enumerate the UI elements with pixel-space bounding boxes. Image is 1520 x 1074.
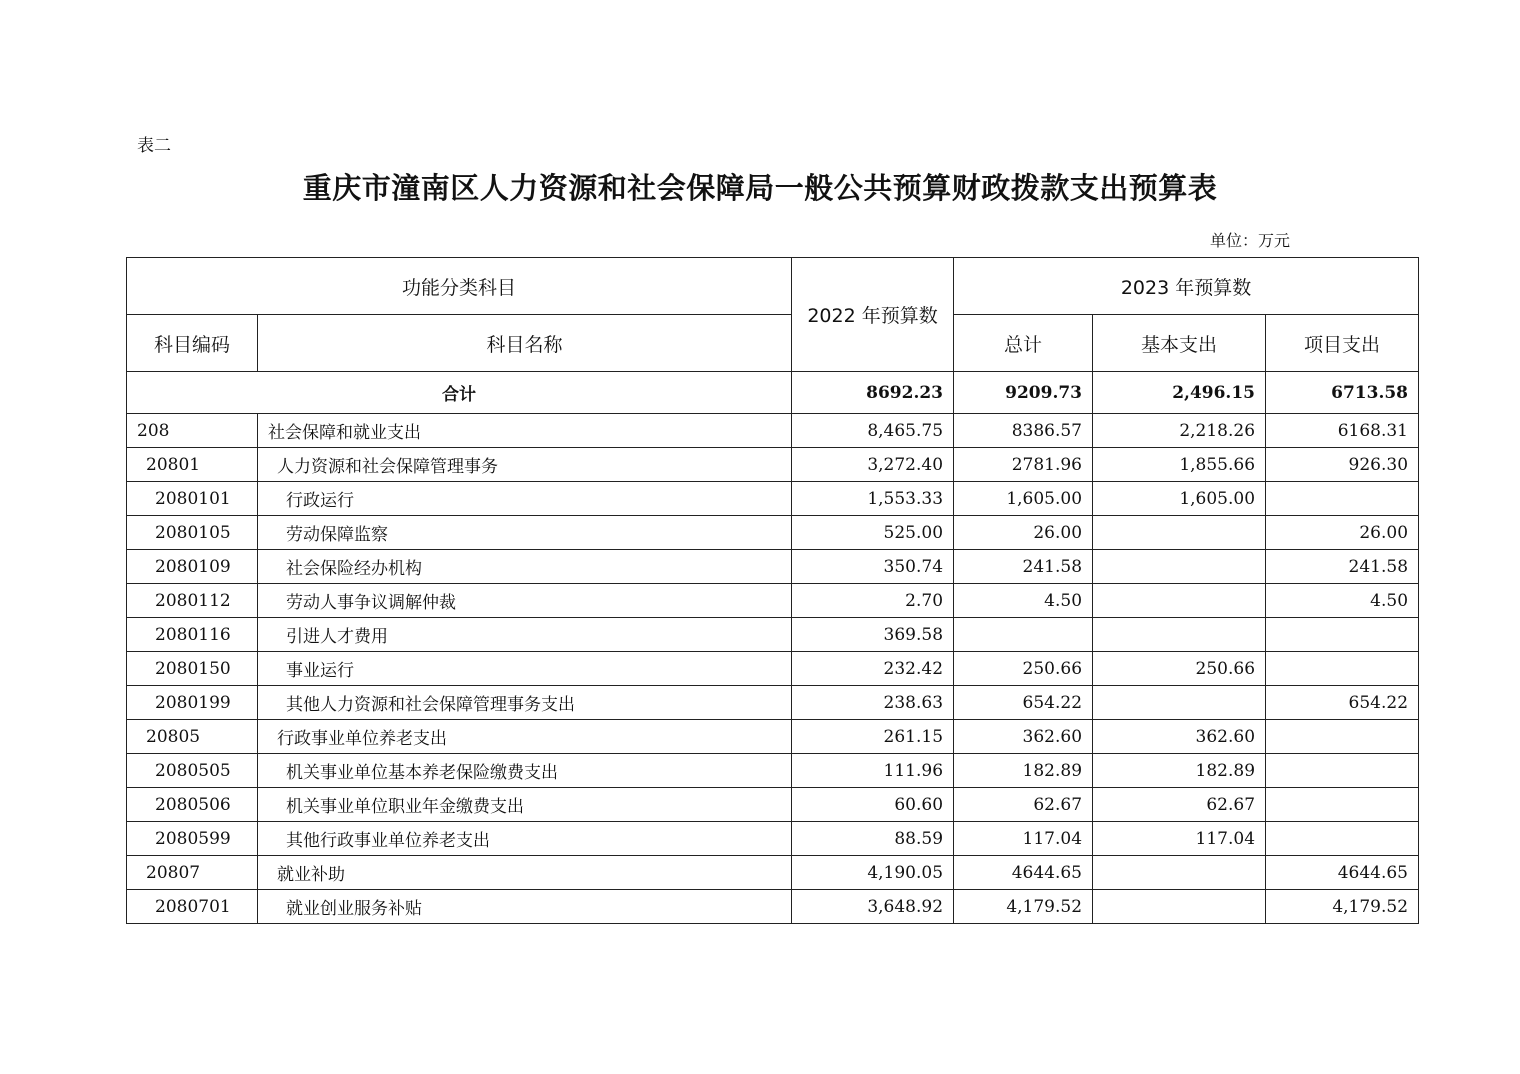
row-code: 2080199 bbox=[127, 686, 258, 720]
row-2023-project bbox=[1266, 482, 1419, 516]
header-func-category: 功能分类科目 bbox=[127, 258, 792, 315]
row-budget-2022: 525.00 bbox=[792, 516, 954, 550]
row-budget-2022: 261.15 bbox=[792, 720, 954, 754]
row-2023-basic bbox=[1093, 686, 1266, 720]
row-name: 劳动人事争议调解仲裁 bbox=[258, 584, 792, 618]
row-code: 20805 bbox=[127, 720, 258, 754]
total-label: 合计 bbox=[127, 372, 792, 414]
header-project: 项目支出 bbox=[1266, 315, 1419, 372]
row-name: 其他行政事业单位养老支出 bbox=[258, 822, 792, 856]
table-row bbox=[127, 448, 1419, 482]
row-2023-total: 4.50 bbox=[954, 584, 1093, 618]
row-budget-2022: 232.42 bbox=[792, 652, 954, 686]
total-2023-basic: 2,496.15 bbox=[1093, 372, 1266, 414]
row-code: 2080599 bbox=[127, 822, 258, 856]
table-row bbox=[127, 720, 1419, 754]
row-2023-project bbox=[1266, 788, 1419, 822]
row-2023-total: 362.60 bbox=[954, 720, 1093, 754]
row-code: 2080116 bbox=[127, 618, 258, 652]
page-title: 重庆市潼南区人力资源和社会保障局一般公共预算财政拨款支出预算表 bbox=[302, 171, 1218, 205]
total-2023-project: 6713.58 bbox=[1266, 372, 1419, 414]
row-2023-total: 4644.65 bbox=[954, 856, 1093, 890]
total-row bbox=[127, 372, 1419, 414]
header-budget-2023: 2023 年预算数 bbox=[954, 258, 1419, 315]
row-code: 20807 bbox=[127, 856, 258, 890]
header-name: 科目名称 bbox=[258, 315, 792, 372]
row-2023-basic bbox=[1093, 618, 1266, 652]
table-row bbox=[127, 414, 1419, 448]
row-name: 行政运行 bbox=[258, 482, 792, 516]
row-name: 机关事业单位职业年金缴费支出 bbox=[258, 788, 792, 822]
table-row bbox=[127, 652, 1419, 686]
row-budget-2022: 8,465.75 bbox=[792, 414, 954, 448]
row-2023-total: 8386.57 bbox=[954, 414, 1093, 448]
row-2023-project: 4644.65 bbox=[1266, 856, 1419, 890]
row-2023-total: 26.00 bbox=[954, 516, 1093, 550]
row-2023-total: 241.58 bbox=[954, 550, 1093, 584]
row-budget-2022: 350.74 bbox=[792, 550, 954, 584]
row-budget-2022: 4,190.05 bbox=[792, 856, 954, 890]
row-2023-project: 654.22 bbox=[1266, 686, 1419, 720]
row-2023-project: 4.50 bbox=[1266, 584, 1419, 618]
row-name: 社会保险经办机构 bbox=[258, 550, 792, 584]
row-code: 20801 bbox=[127, 448, 258, 482]
row-2023-total: 4,179.52 bbox=[954, 890, 1093, 924]
header-basic: 基本支出 bbox=[1093, 315, 1266, 372]
row-name: 行政事业单位养老支出 bbox=[258, 720, 792, 754]
row-2023-total: 117.04 bbox=[954, 822, 1093, 856]
row-budget-2022: 60.60 bbox=[792, 788, 954, 822]
header-code: 科目编码 bbox=[127, 315, 258, 372]
row-code: 2080701 bbox=[127, 890, 258, 924]
row-2023-total: 62.67 bbox=[954, 788, 1093, 822]
row-2023-total bbox=[954, 618, 1093, 652]
row-2023-basic: 250.66 bbox=[1093, 652, 1266, 686]
row-name: 其他人力资源和社会保障管理事务支出 bbox=[258, 686, 792, 720]
row-2023-project: 26.00 bbox=[1266, 516, 1419, 550]
table-row bbox=[127, 482, 1419, 516]
row-code: 2080109 bbox=[127, 550, 258, 584]
row-2023-project bbox=[1266, 618, 1419, 652]
row-2023-basic bbox=[1093, 584, 1266, 618]
table-number-label: 表二 bbox=[137, 136, 171, 156]
row-code: 2080506 bbox=[127, 788, 258, 822]
header-row-1 bbox=[127, 258, 1419, 315]
row-code: 208 bbox=[127, 414, 258, 448]
row-2023-project bbox=[1266, 652, 1419, 686]
row-2023-total: 250.66 bbox=[954, 652, 1093, 686]
row-name: 就业补助 bbox=[258, 856, 792, 890]
row-2023-project: 4,179.52 bbox=[1266, 890, 1419, 924]
row-2023-basic: 2,218.26 bbox=[1093, 414, 1266, 448]
total-2022: 8692.23 bbox=[792, 372, 954, 414]
row-code: 2080105 bbox=[127, 516, 258, 550]
total-2023-total: 9209.73 bbox=[954, 372, 1093, 414]
table-row bbox=[127, 584, 1419, 618]
row-code: 2080505 bbox=[127, 754, 258, 788]
budget-table bbox=[126, 257, 1419, 924]
row-2023-basic: 62.67 bbox=[1093, 788, 1266, 822]
row-name: 劳动保障监察 bbox=[258, 516, 792, 550]
row-2023-project bbox=[1266, 754, 1419, 788]
row-2023-basic bbox=[1093, 856, 1266, 890]
row-budget-2022: 238.63 bbox=[792, 686, 954, 720]
row-budget-2022: 369.58 bbox=[792, 618, 954, 652]
row-name: 事业运行 bbox=[258, 652, 792, 686]
row-2023-project: 6168.31 bbox=[1266, 414, 1419, 448]
table-row bbox=[127, 618, 1419, 652]
row-budget-2022: 3,272.40 bbox=[792, 448, 954, 482]
row-2023-total: 2781.96 bbox=[954, 448, 1093, 482]
row-2023-basic bbox=[1093, 550, 1266, 584]
row-name: 就业创业服务补贴 bbox=[258, 890, 792, 924]
row-name: 人力资源和社会保障管理事务 bbox=[258, 448, 792, 482]
unit-label: 单位：万元 bbox=[1210, 231, 1291, 250]
row-2023-basic: 1,855.66 bbox=[1093, 448, 1266, 482]
row-2023-basic: 117.04 bbox=[1093, 822, 1266, 856]
header-budget-2022: 2022 年预算数 bbox=[792, 258, 954, 372]
row-2023-project bbox=[1266, 822, 1419, 856]
row-code: 2080112 bbox=[127, 584, 258, 618]
row-2023-project: 241.58 bbox=[1266, 550, 1419, 584]
row-code: 2080101 bbox=[127, 482, 258, 516]
header-total: 总计 bbox=[954, 315, 1093, 372]
row-name: 引进人才费用 bbox=[258, 618, 792, 652]
row-code: 2080150 bbox=[127, 652, 258, 686]
row-2023-basic bbox=[1093, 516, 1266, 550]
row-budget-2022: 111.96 bbox=[792, 754, 954, 788]
row-name: 机关事业单位基本养老保险缴费支出 bbox=[258, 754, 792, 788]
row-2023-total: 182.89 bbox=[954, 754, 1093, 788]
table-row bbox=[127, 754, 1419, 788]
row-name: 社会保障和就业支出 bbox=[258, 414, 792, 448]
row-budget-2022: 88.59 bbox=[792, 822, 954, 856]
row-budget-2022: 3,648.92 bbox=[792, 890, 954, 924]
row-2023-basic bbox=[1093, 890, 1266, 924]
table-row bbox=[127, 516, 1419, 550]
row-2023-basic: 182.89 bbox=[1093, 754, 1266, 788]
row-2023-basic: 1,605.00 bbox=[1093, 482, 1266, 516]
row-2023-project: 926.30 bbox=[1266, 448, 1419, 482]
table-row bbox=[127, 822, 1419, 856]
row-budget-2022: 2.70 bbox=[792, 584, 954, 618]
table-row bbox=[127, 890, 1419, 924]
table-row bbox=[127, 856, 1419, 890]
row-budget-2022: 1,553.33 bbox=[792, 482, 954, 516]
table-row bbox=[127, 550, 1419, 584]
row-2023-project bbox=[1266, 720, 1419, 754]
row-2023-total: 654.22 bbox=[954, 686, 1093, 720]
table-row bbox=[127, 686, 1419, 720]
row-2023-total: 1,605.00 bbox=[954, 482, 1093, 516]
header-row-2 bbox=[127, 315, 1419, 372]
table-row bbox=[127, 788, 1419, 822]
row-2023-basic: 362.60 bbox=[1093, 720, 1266, 754]
